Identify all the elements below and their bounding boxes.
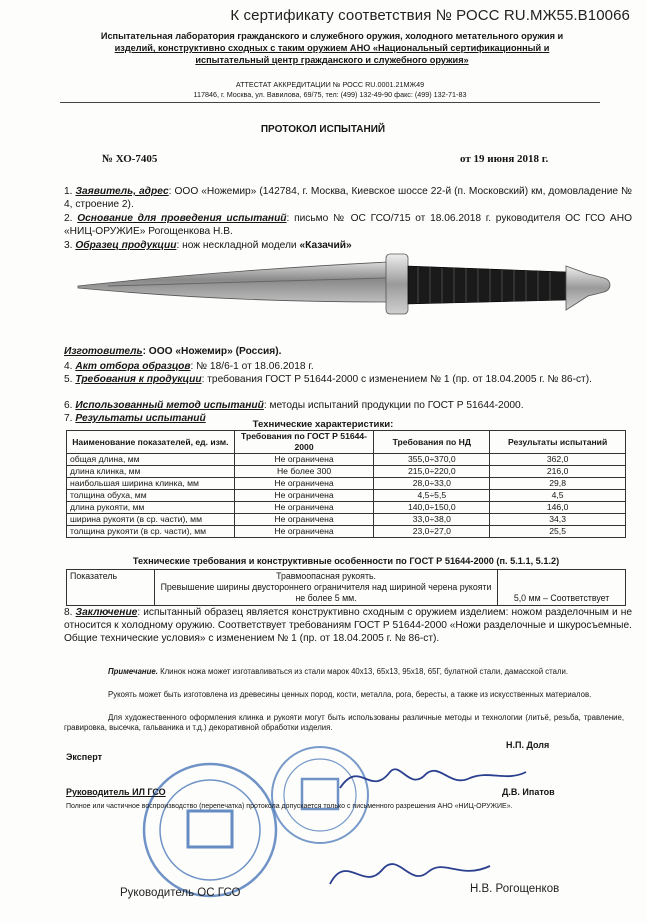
note-2: Рукоять может быть изготовлена из древесины ценных пород, кости, металла, рога, бересты, а также из искусственных материалов. — [108, 690, 592, 699]
item-sampling-act: 4. Акт отбора образцов: № 18/6-1 от 18.06.2018 г. — [64, 361, 314, 372]
features-table — [66, 569, 626, 606]
sample-text: : нож нескладной модели — [176, 240, 300, 251]
accreditation-number: АТТЕСТАТ АККРЕДИТАЦИИ № РОСС RU.0001.21МЖ49 — [235, 80, 425, 89]
requirements-label: Требования к продукции — [75, 374, 202, 385]
table-row: ширина рукояти (в ср. части), мм Не ограничена 33,0÷38,0 34,3 — [67, 514, 626, 526]
note-3: Для художественного оформления клинка и рукояти могут быть использованы различные методы и технологии (литьё, резьба, травление, гравировка, высечка, гальваника и т.д.) декоративной обработки изделия. — [64, 713, 624, 732]
lab-header — [52, 30, 612, 66]
features-title: Технические требования и конструктивные особенности по ГОСТ Р 51644-2000 (п. 5.1.1, 5.1.2) — [132, 556, 560, 566]
sampling-act-label: Акт отбора образцов — [75, 361, 191, 372]
item-method: 6. Использованный метод испытаний: методы испытаний продукции по ГОСТ Р 51644-2000. — [64, 400, 524, 411]
table-row: толщина обуха, мм Не ограничена 4,5÷5,5 4,5 — [67, 490, 626, 502]
item-manufacturer — [64, 345, 632, 358]
manufacturer-label: Изготовитель — [64, 346, 143, 357]
tech-table-title: Технические характеристики: — [252, 419, 394, 430]
conclusion-text: : испытанный образец является конструктивно сходным с оружием изделием: ножом разделочным и не относится к холодному оружию. Соответствует требованиям ГОСТ Р 51644-2000 «Ножи разделочные и шкуросъемные. Общие технические условия» с изменением № 1 (пр. от 18.04.2005 г. № 86-ст). — [64, 607, 632, 644]
knife-guard — [386, 254, 408, 314]
note-1: Примечание. Клинок ножа может изготавливаться из стали марок 40х13, 65х13, 95х18, 65Г, булатной стали, дамасской стали. — [108, 667, 569, 676]
copy-notice: Полное или частичное воспроизводство (перепечатка) протокола допускается только с письменного разрешения АНО «НИЦ-ОРУЖИЕ». — [66, 803, 513, 810]
item-results: 7. Результаты испытаний — [64, 413, 206, 424]
method-text: : методы испытаний продукции по ГОСТ Р 51644-2000. — [263, 400, 524, 411]
conclusion-label: Заключение — [75, 607, 138, 618]
header-gost: Требования по ГОСТ Р 51644-2000 — [234, 431, 374, 454]
lab-address: 117846, г. Москва, ул. Вавилова, 69/75, тел: (499) 132-49-90 факс: (499) 132-71-83 — [60, 90, 600, 103]
item-basis: 2. Основание для проведения испытаний: письмо № ОС ГСО/715 от 18.06.2018 г. руководителя ОС ГСО АНО «НИЦ-ОРУЖИЕ» Рогощенкова Н.В. — [64, 213, 632, 237]
requirements-text: : требования ГОСТ Р 51644-2000 с изменением № 1 (пр. от 18.04.2005 г. № 86-ст). — [201, 374, 592, 385]
protocol-date: от 19 июня 2018 г. — [460, 153, 549, 165]
features-result: 5,0 мм – Соответствует — [498, 570, 626, 606]
tech-table-header — [67, 431, 626, 454]
applicant-text: : ООО «Ножемир» (142784, г. Москва, Киевское шоссе 22-й (п. Московский) км, домовладение № 4, строение 2). — [64, 186, 632, 210]
tech-characteristics-table — [66, 430, 626, 538]
applicant-label: Заявитель, адрес — [75, 186, 169, 197]
header-parameter: Наименование показателей, ед. изм. — [67, 431, 235, 454]
header-nd: Требования по НД — [374, 431, 490, 454]
features-requirements: Травмоопасная рукоять. Превышение ширины двустороннего ограничителя над шириной черена рукояти не более 5 мм. — [154, 570, 497, 606]
expert-name: Н.П. Доля — [506, 740, 550, 750]
table-row: наибольшая ширина клинка, мм Не ограничена 28,0÷33,0 29,8 — [67, 478, 626, 490]
lab-head-label: Руководитель ИЛ ГСО — [66, 787, 166, 797]
os-head-name: Н.В. Рогощенков — [470, 883, 560, 895]
knife-pommel — [566, 266, 610, 310]
table-row: длина клинка, мм Не более 300 215,0÷220,0 216,0 — [67, 466, 626, 478]
accreditation-block — [60, 80, 600, 103]
lab-line-3: испытательный центр гражданского и служебного оружия» — [195, 55, 469, 65]
signature-ipatov — [330, 748, 530, 808]
header-results: Результаты испытаний — [490, 431, 626, 454]
item-requirements: 5. Требования к продукции: требования ГОСТ Р 51644-2000 с изменением № 1 (пр. от 18.04.2005 г. № 86-ст). — [64, 374, 592, 385]
table-row — [67, 570, 626, 606]
conclusion: 8. Заключение: испытанный образец является конструктивно сходным с оружием изделием: ножом разделочным и не относится к холодному оружию. Соответствует требованиям ГОСТ Р 51644-2000 «Ножи разделочные и шкуросъемные. Общие технические условия» с изменением № 1 (пр. от 18.04.2005 г. № 86-ст). — [64, 607, 632, 644]
protocol-title: ПРОТОКОЛ ИСПЫТАНИЙ — [260, 124, 386, 135]
basis-label: Основание для проведения испытаний — [77, 213, 287, 224]
features-label: Показатель — [67, 570, 155, 606]
lab-line-2: изделий, конструктивно сходных с таким оружием АНО «Национальный сертификационный и — [114, 43, 550, 53]
table-row: толщина рукояти (в ср. части), мм Не ограничена 23,0÷27,0 25,5 — [67, 526, 626, 538]
item-applicant: 1. Заявитель, адрес: ООО «Ножемир» (142784, г. Москва, Киевское шоссе 22-й (п. Московский) км, домовладение № 4, строение 2). — [64, 186, 632, 210]
results-label: Результаты испытаний — [75, 413, 206, 424]
method-label: Использованный метод испытаний — [75, 400, 264, 411]
protocol-number: № ХО-7405 — [102, 153, 158, 165]
knife-photo — [68, 244, 628, 340]
sample-model: «Казачий» — [299, 240, 352, 251]
item-sample: 3. Образец продукции: нож нескладной модели «Казачий» — [64, 240, 352, 251]
sampling-act-text: : № 18/6-1 от 18.06.2018 г. — [190, 361, 314, 372]
expert-label: Эксперт — [66, 752, 103, 762]
manufacturer-text: : ООО «Ножемир» (Россия). — [142, 346, 282, 357]
certificate-reference: К сертификату соответствия № РОСС RU.МЖ55.В10066 — [230, 7, 630, 24]
os-head-label: Руководитель ОС ГСО — [120, 887, 241, 899]
basis-text: : письмо № ОС ГСО/715 от 18.06.2018 г. руководителя ОС ГСО АНО «НИЦ-ОРУЖИЕ» Рогощенкова Н.В. — [64, 213, 632, 237]
sample-label: Образец продукции — [75, 240, 177, 251]
lab-line-1: Испытательная лаборатория гражданского и служебного оружия, холодного метательного оружия и — [100, 31, 564, 41]
note-label: Примечание. — [108, 667, 158, 676]
table-row: общая длина, мм Не ограничена 355,0÷370,0 362,0 — [67, 454, 626, 466]
lab-head-name: Д.В. Ипатов — [502, 787, 555, 797]
table-row: длина рукояти, мм Не ограничена 140,0÷150,0 146,0 — [67, 502, 626, 514]
